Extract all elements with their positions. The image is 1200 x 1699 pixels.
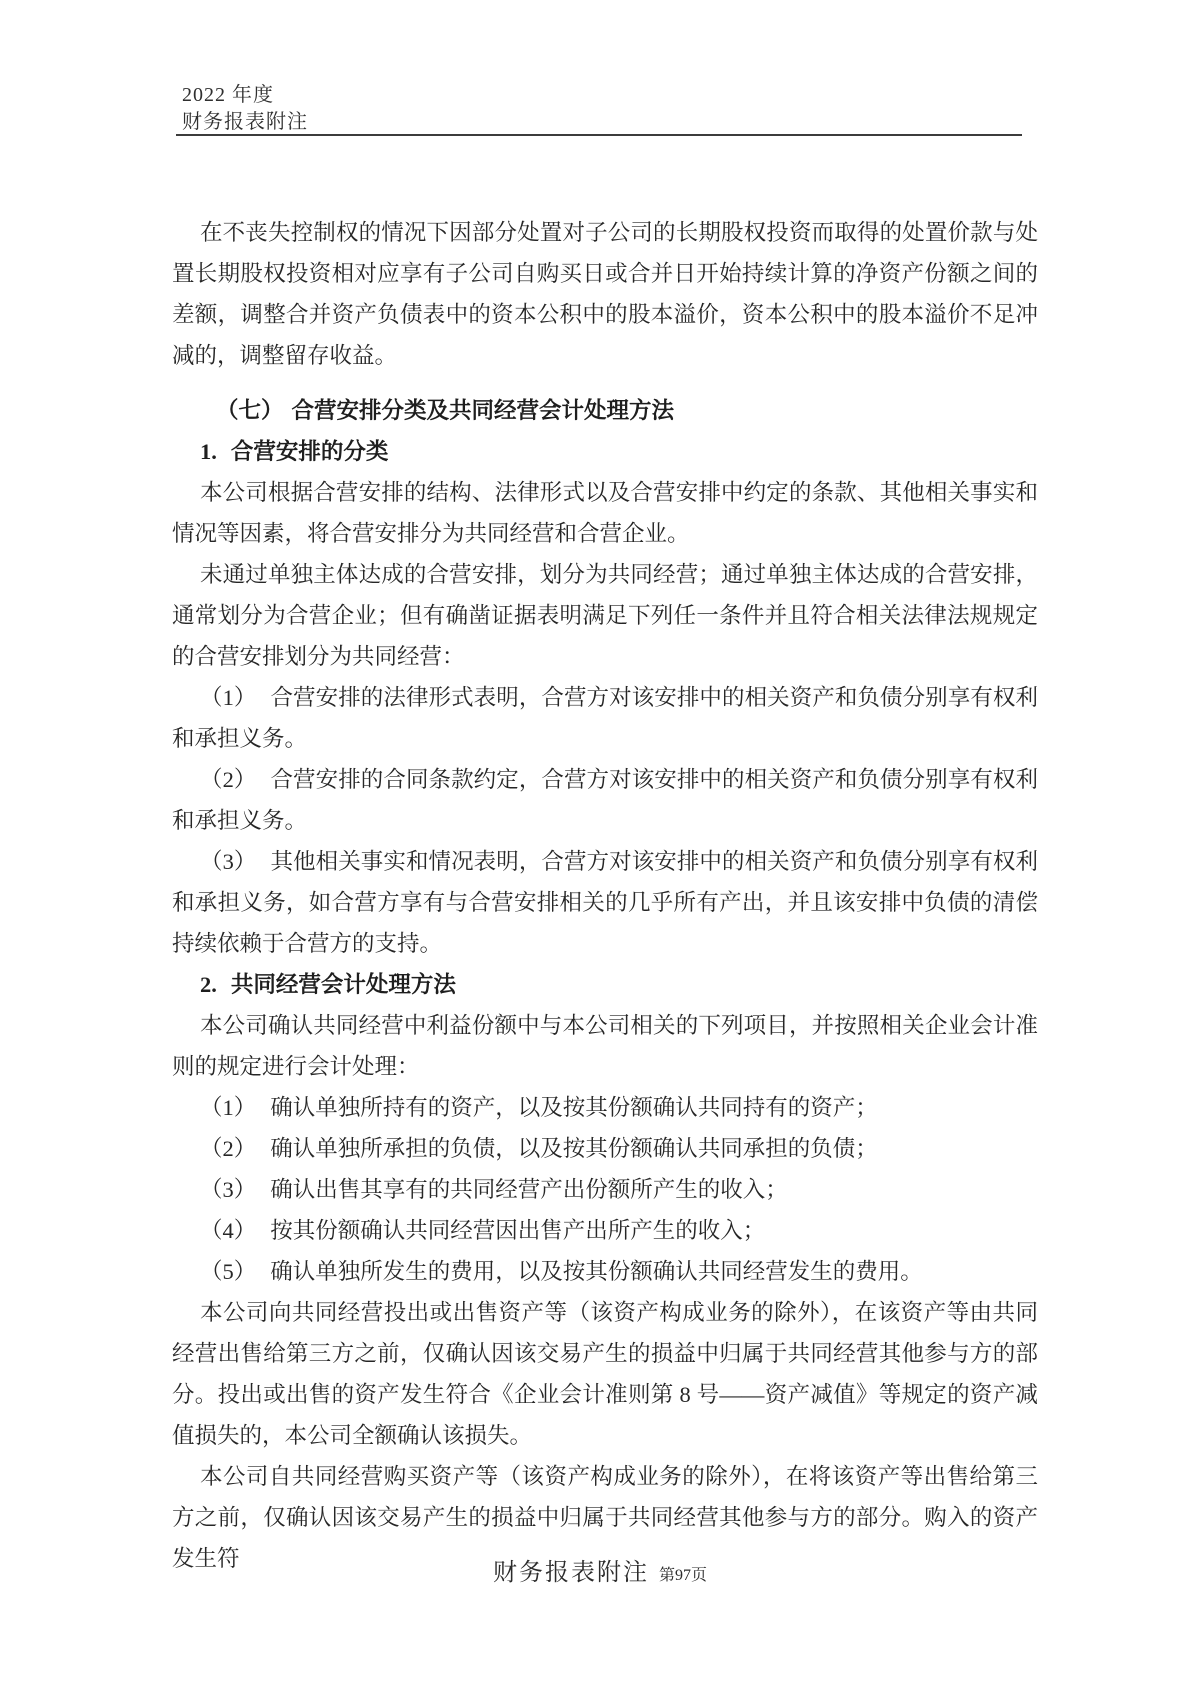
recognition-item-1-text: 确认单独所持有的资产，以及按其份额确认共同持有的资产； bbox=[270, 1095, 878, 1120]
recognition-item-4-text: 按其份额确认共同经营因出售产出所产生的收入； bbox=[270, 1218, 766, 1243]
paragraph-disposal-without-loss-of-control: 在不丧失控制权的情况下因部分处置对子公司的长期股权投资而取得的处置价款与处置长期股权投资相对应享有子公司自购买日或合并日开始持续计算的净资产份额之间的差额，调整合并资产负债表中的资本公积中的股本溢价，资本公积中的股本溢价不足冲减的，调整留存收益。 bbox=[172, 220, 1038, 368]
condition-item-2 bbox=[172, 759, 1038, 841]
page-header bbox=[182, 82, 308, 136]
paragraph-classification-basis: 本公司根据合营安排的结构、法律形式以及合营安排中约定的条款、其他相关事实和情况等因素，将合营安排分为共同经营和合营企业。 bbox=[172, 480, 1038, 546]
recognition-item-5-number: （5） bbox=[200, 1259, 257, 1284]
recognition-item-5-text: 确认单独所发生的费用，以及按其份额确认共同经营发生的费用。 bbox=[270, 1259, 923, 1284]
subsection-heading-2-title: 共同经营会计处理方法 bbox=[230, 972, 456, 997]
footer-doc-title: 财务报表附注 bbox=[492, 1560, 649, 1586]
footer-page-number: 第97页 bbox=[658, 1567, 707, 1584]
condition-item-3-text: 其他相关事实和情况表明，合营方对该安排中的相关资产和负债分别享有权利和承担义务，如合营方享有与合营安排相关的几乎所有产出，并且该安排中负债的清偿持续依赖于合营方的支持。 bbox=[172, 849, 1038, 956]
header-year-line: 2022 年度 bbox=[182, 84, 274, 106]
paragraph-purchase-of-assets: 本公司自共同经营购买资产等（该资产构成业务的除外），在将该资产等出售给第三方之前，仅确认因该交易产生的损益中归属于共同经营其他参与方的部分。购入的资产发生符 bbox=[172, 1464, 1038, 1571]
recognition-item-3 bbox=[172, 1169, 1038, 1210]
page-footer bbox=[0, 1552, 1200, 1587]
recognition-item-1-number: （1） bbox=[200, 1095, 257, 1120]
recognition-item-4-number: （4） bbox=[200, 1218, 257, 1243]
recognition-item-2-number: （2） bbox=[200, 1136, 257, 1161]
section-heading-7-title: 合营安排分类及共同经营会计处理方法 bbox=[291, 398, 675, 423]
recognition-item-3-number: （3） bbox=[200, 1177, 257, 1202]
recognition-item-4 bbox=[172, 1210, 1038, 1251]
paragraph-joint-operation-recognition: 本公司确认共同经营中利益份额中与本公司相关的下列项目，并按照相关企业会计准则的规定进行会计处理： bbox=[172, 1013, 1038, 1079]
subsection-heading-2 bbox=[172, 964, 1038, 1005]
subsection-heading-1-title: 合营安排的分类 bbox=[230, 439, 389, 464]
condition-item-3 bbox=[172, 841, 1038, 964]
condition-item-2-number: （2） bbox=[200, 767, 257, 792]
recognition-item-5 bbox=[172, 1251, 1038, 1292]
condition-item-1 bbox=[172, 677, 1038, 759]
document-body bbox=[172, 212, 1038, 1579]
header-rule bbox=[176, 134, 1022, 136]
condition-item-1-number: （1） bbox=[200, 685, 257, 710]
subsection-heading-2-number: 2. bbox=[200, 972, 217, 997]
recognition-item-2 bbox=[172, 1128, 1038, 1169]
condition-item-1-text: 合营安排的法律形式表明，合营方对该安排中的相关资产和负债分别享有权利和承担义务。 bbox=[172, 685, 1038, 751]
paragraph-separate-vehicle: 未通过单独主体达成的合营安排，划分为共同经营；通过单独主体达成的合营安排，通常划分为合营企业；但有确凿证据表明满足下列任一条件并且符合相关法律法规规定的合营安排划分为共同经营： bbox=[172, 562, 1038, 669]
condition-item-3-number: （3） bbox=[200, 849, 257, 874]
header-title-line: 财务报表附注 bbox=[182, 111, 308, 133]
subsection-heading-1-number: 1. bbox=[200, 439, 217, 464]
recognition-item-3-text: 确认出售其享有的共同经营产出份额所产生的收入； bbox=[270, 1177, 788, 1202]
section-heading-7-number: （七） bbox=[216, 398, 284, 423]
condition-item-2-text: 合营安排的合同条款约定，合营方对该安排中的相关资产和负债分别享有权利和承担义务。 bbox=[172, 767, 1038, 833]
subsection-heading-1 bbox=[172, 431, 1038, 472]
paragraph-contribution-or-sale-of-assets: 本公司向共同经营投出或出售资产等（该资产构成业务的除外），在该资产等由共同经营出售给第三方之前，仅确认因该交易产生的损益中归属于共同经营其他参与方的部分。投出或出售的资产发生符合《企业会计准则第 8 号——资产减值》等规定的资产减值损失的，本公司全额确认该损失。 bbox=[172, 1300, 1038, 1448]
recognition-item-2-text: 确认单独所承担的负债，以及按其份额确认共同承担的负债； bbox=[270, 1136, 878, 1161]
recognition-item-1 bbox=[172, 1087, 1038, 1128]
section-heading-7 bbox=[172, 390, 1038, 431]
